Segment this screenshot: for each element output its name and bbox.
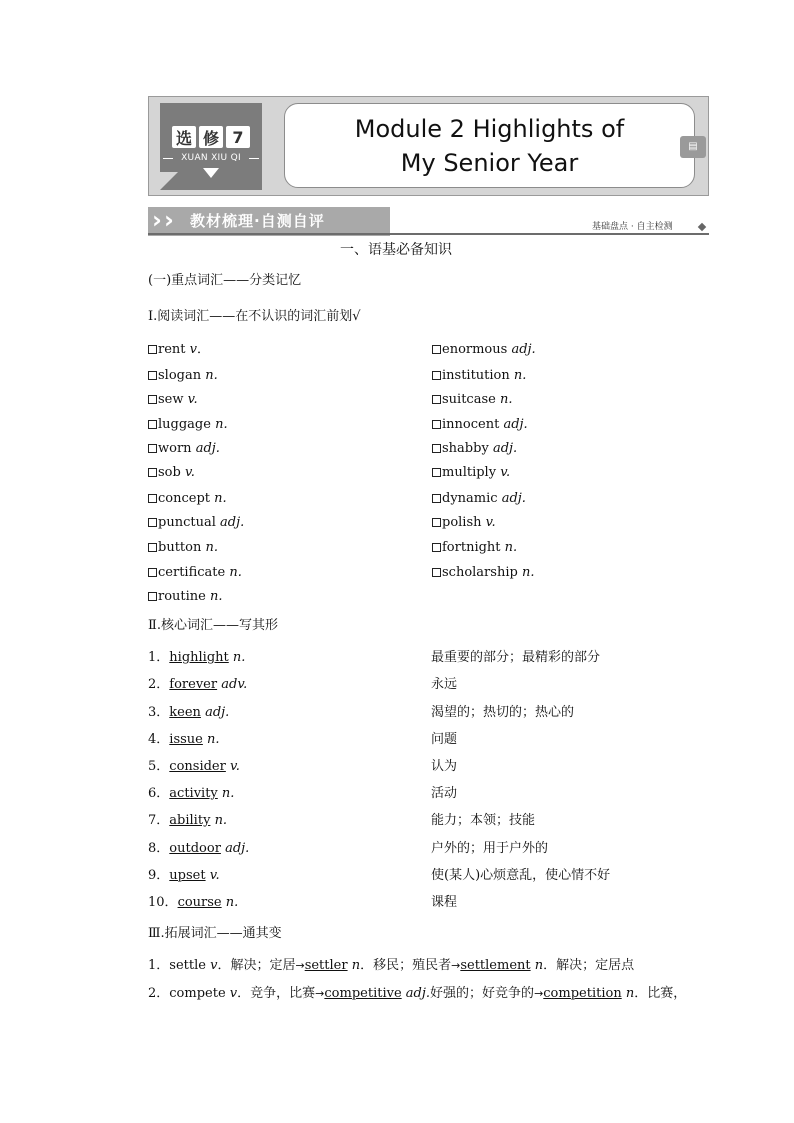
list-item[interactable]: sew v. [148,392,198,408]
checkbox[interactable] [148,518,157,527]
list-item[interactable]: slogan n. [148,368,218,384]
chevron-icon: › [164,206,174,234]
list-item[interactable]: worn adj. [148,441,220,457]
badge-cells [172,126,250,148]
checkbox[interactable] [148,568,157,577]
vocab-row: 3．keen adj. [148,705,230,720]
part2-title: Ⅱ.核心词汇——写其形 [148,618,278,633]
list-item[interactable]: sob v. [148,465,195,481]
list-item[interactable]: shabby adj. [432,441,517,457]
vocab-meaning: 能力；本领；技能 [431,813,536,828]
vocab-row: 7．ability n. [148,813,228,828]
list-item[interactable]: button n. [148,540,218,556]
list-item[interactable]: fortnight n. [432,540,517,556]
checkbox[interactable] [148,494,157,503]
list-item[interactable]: dynamic adj. [432,491,526,507]
vocab-row: 6．activity n. [148,786,235,801]
checkbox[interactable] [148,395,157,404]
checkbox[interactable] [148,468,157,477]
arrow-right-icon: → [534,987,544,1000]
book-icon[interactable]: ▤ [680,136,706,158]
vocab-meaning: 使(某人)心烦意乱，使心情不好 [431,868,611,883]
list-item[interactable]: innocent adj. [432,417,528,433]
title-line-2: My Senior Year [400,148,579,177]
vocab-meaning: 渴望的；热切的；热心的 [431,705,575,720]
derivation-line: 1．settle v．解决；定居→settler n．移民；殖民者→settlement n．解决；定居点 [148,958,635,973]
list-item[interactable]: certificate n. [148,565,242,581]
sub-heading: (一)重点词汇——分类记忆 [148,273,302,288]
section-subtitle: 基础盘点 · 自主检测 [592,222,673,232]
list-item[interactable]: polish v. [432,515,496,531]
vocab-meaning: 问题 [431,732,458,747]
vocab-row: 2．forever adv. [148,677,248,692]
arrow-right-icon: → [315,987,325,1000]
badge-triangle-icon [203,168,219,178]
list-item[interactable]: punctual adj. [148,515,244,531]
vocab-row: 10．course n. [148,895,239,910]
list-item[interactable]: routine n. [148,589,223,605]
arrow-right-icon: → [295,959,305,972]
vocab-row: 5．consider v. [148,759,240,774]
title-line-1: Module 2 Highlights of [354,114,625,143]
checkbox[interactable] [432,494,441,503]
badge-char: 7 [226,126,250,148]
derivation-line: 2．compete v．竞争，比赛→competitive adj.好强的；好竞争的→competition n．比赛， [148,986,687,1001]
vocab-row: 4．issue n. [148,732,220,747]
section-underline [148,233,709,235]
arrow-right-icon: → [451,959,461,972]
main-heading: 一、语基必备知识 [340,242,452,258]
part3-title: Ⅲ.拓展词汇——通其变 [148,926,282,941]
vocab-row: 1．highlight n. [148,650,246,665]
list-item[interactable]: luggage n. [148,417,228,433]
vocab-meaning: 课程 [431,895,458,910]
checkbox[interactable] [432,468,441,477]
vocab-meaning: 认为 [431,759,458,774]
vocab-meaning: 永远 [431,677,458,692]
checkbox[interactable] [148,543,157,552]
checkbox[interactable] [432,543,441,552]
checkbox[interactable] [148,444,157,453]
badge-char: 选 [172,126,196,148]
section-title: 教材梳理·自测自评 [190,212,325,230]
list-item[interactable]: suitcase n. [432,392,512,408]
part1-title: Ⅰ.阅读词汇——在不认识的词汇前划√ [148,309,361,324]
checkbox[interactable] [148,592,157,601]
badge-subtitle: XUAN XIU QI [181,153,241,163]
vocab-row: 9．upset v. [148,868,220,883]
module-title [355,112,624,180]
vocab-meaning: 最重要的部分；最精彩的部分 [431,650,601,665]
title-box [284,103,695,188]
checkbox[interactable] [432,395,441,404]
vocab-meaning: 户外的；用于户外的 [431,841,549,856]
badge-char: 修 [199,126,223,148]
checkbox[interactable] [432,444,441,453]
checkbox[interactable] [432,420,441,429]
checkbox[interactable] [432,568,441,577]
list-item[interactable]: concept n. [148,491,227,507]
list-item[interactable]: multiply v. [432,465,510,481]
list-item[interactable]: institution n. [432,368,526,384]
chevron-icon: › [152,206,162,234]
checkbox[interactable] [148,420,157,429]
list-item[interactable]: rent v． [148,342,210,358]
vocab-meaning: 活动 [431,786,458,801]
list-item[interactable]: scholarship n. [432,565,534,581]
checkbox[interactable] [432,518,441,527]
checkbox[interactable] [432,345,441,354]
list-item[interactable]: enormous adj. [432,342,536,358]
diamond-icon [698,223,706,231]
vocab-row: 8．outdoor adj. [148,841,250,856]
checkbox[interactable] [148,345,157,354]
badge-fold-corner [160,172,178,190]
checkbox[interactable] [432,371,441,380]
checkbox[interactable] [148,371,157,380]
